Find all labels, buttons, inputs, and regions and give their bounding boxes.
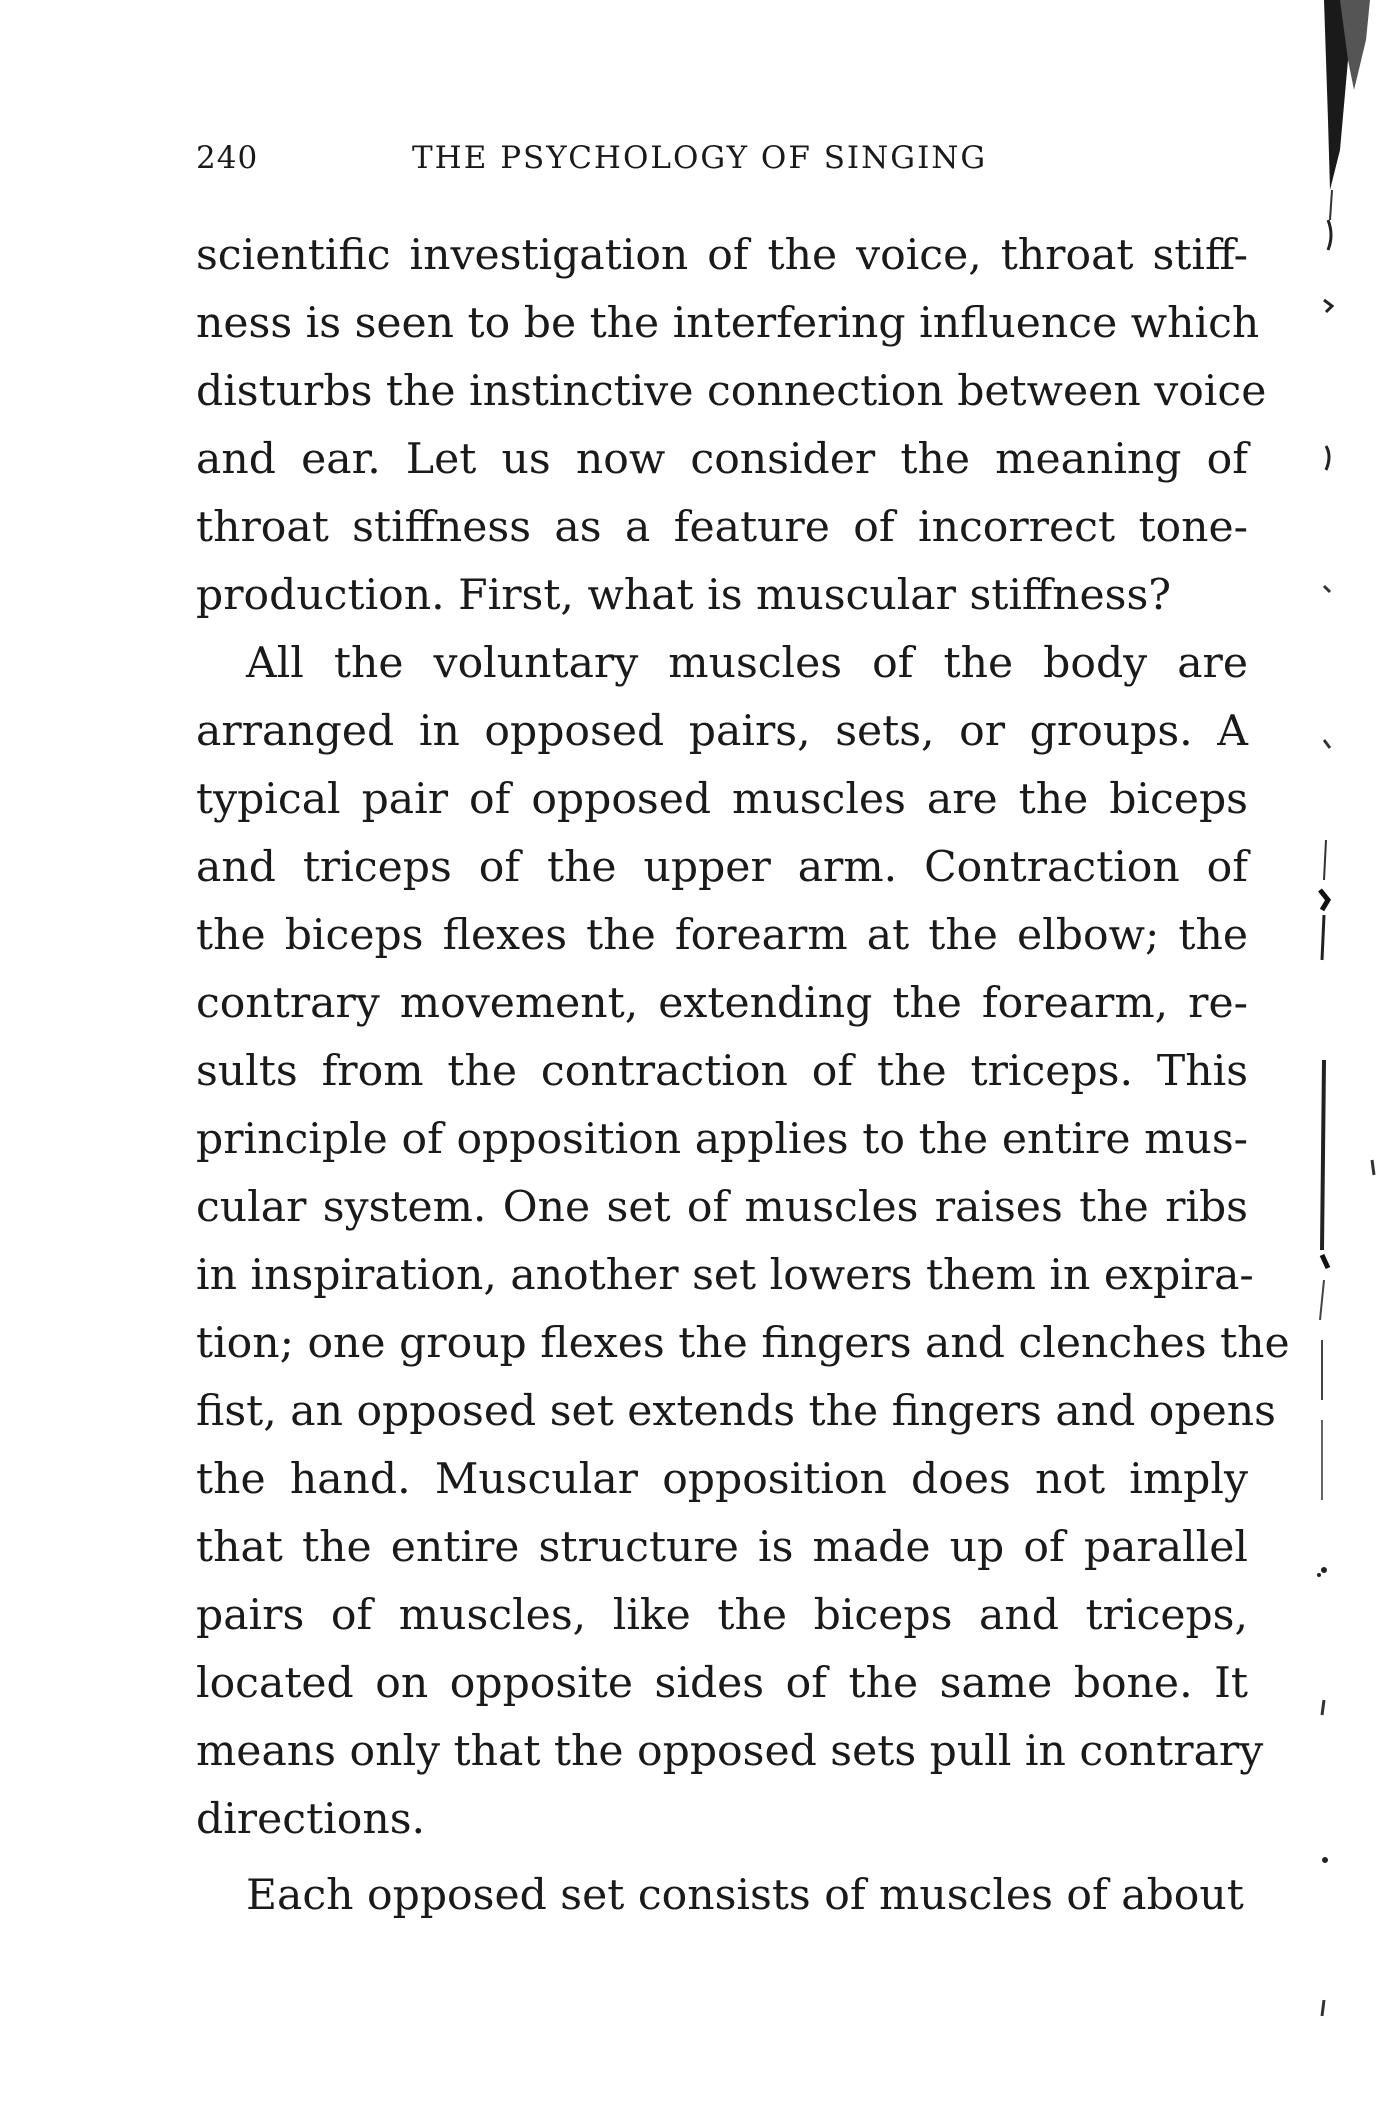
text-line: cular system. One set of muscles raises the ribs — [196, 1183, 1248, 1232]
text-line: All the voluntary muscles of the body are — [246, 639, 1248, 688]
text-line: scientific investigation of the voice, throat stiff- — [196, 231, 1248, 280]
text-line: means only that the opposed sets pull in contrary — [196, 1727, 1264, 1776]
text-line: that the entire structure is made up of parallel — [196, 1523, 1248, 1572]
text-line: arranged in opposed pairs, sets, or groups. A — [196, 707, 1248, 756]
text-line: fist, an opposed set extends the fingers and opens — [196, 1387, 1276, 1436]
text-line: production. First, what is muscular stiffness? — [196, 571, 1172, 620]
text-line: typical pair of opposed muscles are the biceps — [196, 775, 1248, 824]
text-line: directions. — [196, 1795, 426, 1844]
text-line: throat stiffness as a feature of incorrect tone- — [196, 503, 1248, 552]
text-line: and triceps of the upper arm. Contraction of — [196, 843, 1248, 892]
page-number: 240 — [196, 140, 259, 176]
text-line: in inspiration, another set lowers them in expira- — [196, 1251, 1254, 1300]
running-title: THE PSYCHOLOGY OF SINGING — [412, 140, 988, 176]
text-line: and ear. Let us now consider the meaning of — [196, 435, 1248, 484]
body-text — [196, 222, 1290, 1930]
text-line: tion; one group flexes the fingers and clenches the — [196, 1319, 1290, 1368]
scan-edge-artifact — [1310, 0, 1383, 2110]
text-line: disturbs the instinctive connection between voice — [196, 367, 1267, 416]
text-line: sults from the contraction of the triceps. This — [196, 1047, 1248, 1096]
text-line: principle of opposition applies to the entire mus- — [196, 1115, 1248, 1164]
text-line: the biceps flexes the forearm at the elbow; the — [196, 911, 1248, 960]
running-head — [196, 140, 1246, 188]
text-line: located on opposite sides of the same bone. It — [196, 1659, 1248, 1708]
text-line: pairs of muscles, like the biceps and triceps, — [196, 1591, 1248, 1640]
text-line: contrary movement, extending the forearm, re- — [196, 979, 1248, 1028]
text-line: Each opposed set consists of muscles of about — [246, 1871, 1244, 1920]
text-line: ness is seen to be the interfering influence which — [196, 299, 1260, 348]
text-line: the hand. Muscular opposition does not imply — [196, 1455, 1248, 1504]
